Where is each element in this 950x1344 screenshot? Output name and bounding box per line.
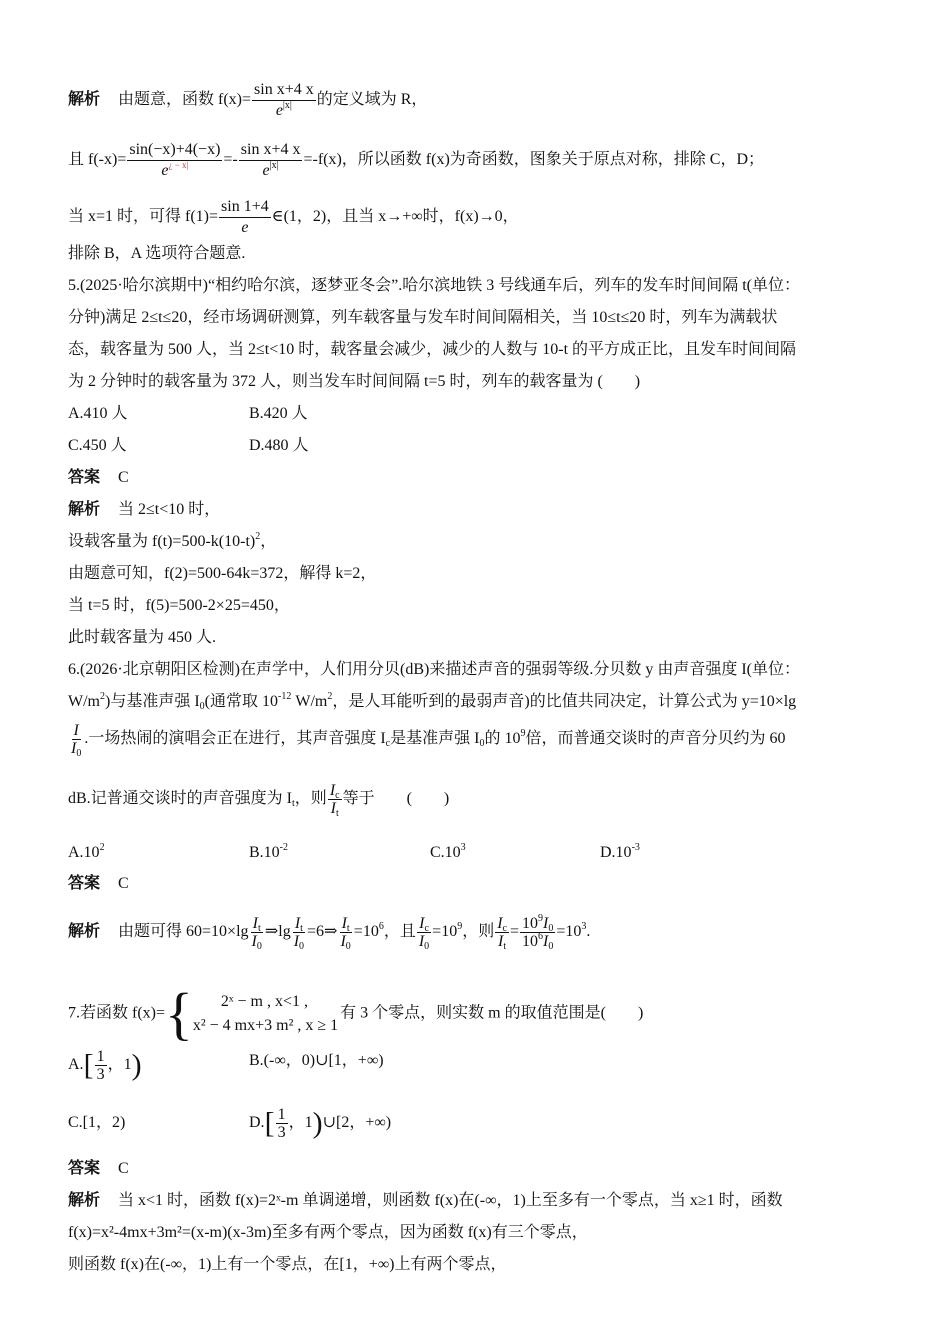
solution-line-3 xyxy=(68,197,519,238)
numerator: sin(−x)+4(−x) xyxy=(127,140,222,161)
q6-answer xyxy=(68,873,129,895)
denominator: $e^{|x|}$ xyxy=(275,100,292,119)
q6-stem-1: 6.(2026·北京朝阳区检测)在声学中，人们用分贝(dB)来描述声音的强弱等级.分贝数 y 由声音强度 I(单位： xyxy=(68,661,800,678)
denominator: $e^{¿ - x|}$ xyxy=(161,160,189,179)
solution-tag: 解析 xyxy=(68,91,101,109)
q5-option-d[interactable]: D.480 人 xyxy=(249,437,309,454)
q6-stem-3: $\frac{I}{I_0}$ .一场热闹的演唱会正在进行，其声音强度 $I_c$是基准声强 $I_0$的 $10^9$倍，而普通交谈时的声音分贝约为 60 xyxy=(71,722,786,759)
numerator: sin x+4 x xyxy=(239,140,303,161)
denominator: e xyxy=(241,219,249,236)
q7-option-d[interactable]: D.[ $\frac{1}{3}$ ，1)∪[2，+∞) xyxy=(249,1106,392,1141)
q7-solution-2: f(x)=x²-4mx+3m²=(x-m)(x-3m)至多有两个零点，因为函数 f(x)有三个零点， xyxy=(68,1224,588,1241)
fraction: $\frac{I}{I_0}$ xyxy=(71,722,82,759)
text: 设载客量为 f(t)=500-k(10-t) xyxy=(68,533,256,550)
q5-option-b[interactable]: B.420 人 xyxy=(249,405,308,422)
text: 且 f(-x)= xyxy=(68,151,127,169)
solution-tag: 解析 xyxy=(68,501,101,518)
q5-stem-2: 分钟)满足 2≤t≤20，经市场调研测算，列车载客量与发车时间间隔相关，当 10≤t≤20 时，列车为满载状 xyxy=(68,309,778,326)
fraction xyxy=(239,140,303,181)
answer-tag: 答案 xyxy=(68,1160,101,1177)
answer-tag: 答案 xyxy=(68,875,101,892)
q6-option-a[interactable]: $A.10^2$ xyxy=(68,842,105,861)
q5-answer xyxy=(68,467,129,489)
q6-option-b[interactable]: $B.10^{-2}$ xyxy=(249,842,289,861)
fraction xyxy=(127,140,222,181)
numerator: sin 1+4 xyxy=(219,197,271,218)
numerator: sin x+4 x xyxy=(252,80,316,101)
q7-stem: 7.若函数 f(x)={ 2ˣ − m , x<1 , x² − 4 mx+3 m² , x ≥ 1 有 3 个零点，则实数 m 的取值范围是( ) xyxy=(68,981,644,1046)
q6-stem-4: dB.记普通交谈时的声音强度为 $I_t$，则 $\frac{I_c}{I_t}$ 等于 ( ) xyxy=(68,782,450,819)
text: 当 2≤t<10 时， xyxy=(118,501,221,518)
q7-solution-1: 解析 当 x<1 时，函数 f(x)=2ˣ-m 单调递增，则函数 f(x)在(-∞，1)上至多有一个零点，当 x≥1 时，函数 xyxy=(68,1192,783,1209)
q6-option-c[interactable]: $C.10^3$ xyxy=(430,842,466,861)
text: =- xyxy=(223,151,238,169)
q5-option-c[interactable]: C.450 人 xyxy=(68,437,127,454)
q7-option-a[interactable]: A.[ $\frac{1}{3}$ ，1) xyxy=(68,1048,142,1083)
q7-option-b[interactable]: B.(-∞，0)∪[1，+∞) xyxy=(249,1052,384,1069)
solution-line-1 xyxy=(68,80,427,121)
answer-value: C xyxy=(118,875,129,892)
q6-stem-2: $W/m^2$)与基准声强 $I_0$(通常取 $10^{-12}$ $W/m^2$，是人耳能听到的最弱声音)的比值共同决定，计算公式为 y=10×lg xyxy=(68,691,797,712)
solution-tag: 解析 xyxy=(68,1192,101,1209)
fraction xyxy=(252,80,316,121)
text: 由题意，函数 f(x)= xyxy=(118,91,252,109)
q5-stem-1: 5.(2025·哈尔滨期中)“相约哈尔滨，逐梦亚冬会”.哈尔滨地铁 3 号线通车后，列车的发车时间间隔 t(单位： xyxy=(68,277,800,294)
q5-stem-3: 态，载客量为 500 人，当 2≤t<10 时，载客量会减少，减少的人数与 10-t 的平方成正比，且发车时间间隔 xyxy=(68,341,797,358)
fraction xyxy=(219,197,271,238)
q5-solution-5: 此时载客量为 450 人. xyxy=(68,629,217,646)
q5-solution-4: 当 t=5 时，f(5)=500-2×25=450， xyxy=(68,597,290,614)
text: 当 x=1 时，可得 f(1)= xyxy=(68,208,219,226)
q5-option-a[interactable]: A.410 人 xyxy=(68,405,128,422)
q5-solution-1 xyxy=(68,499,220,521)
answer-value: C xyxy=(118,469,129,486)
q6-option-d[interactable]: $D.10^{-3}$ xyxy=(600,842,640,861)
q7-option-c[interactable]: C.[1，2) xyxy=(68,1114,126,1131)
q5-stem-4: 为 2 分钟时的载客量为 372 人，则当发车时间间隔 t=5 时，列车的载客量为 ( ) xyxy=(68,373,641,390)
text: 的定义域为 R， xyxy=(316,91,428,109)
answer-value: C xyxy=(118,1160,129,1177)
q5-solution-2: 设载客量为 $f(t)=500-k(10-t)^2$， xyxy=(68,531,277,550)
solution-line-2 xyxy=(68,140,764,181)
q5-solution-3: 由题意可知，f(2)=500-64k=372，解得 k=2， xyxy=(68,565,377,582)
solution-tag: 解析 xyxy=(68,923,101,941)
fraction: $\frac{I_c}{I_t}$ xyxy=(329,782,340,819)
solution-line-4: 排除 B，A 选项符合题意. xyxy=(68,245,246,262)
answer-tag: 答案 xyxy=(68,469,101,486)
q7-answer xyxy=(68,1158,129,1180)
text: ∈(1，2)，且当 x→+∞时，f(x)→0， xyxy=(271,208,519,226)
text: =-f(x)，所以函数 f(x)为奇函数，图象关于原点对称，排除 C，D； xyxy=(303,151,765,169)
q6-solution: 解析 由题可得 60=10×lg $\frac{I_t}{I_0}$ ⇒lg $\frac{I_t}{I_0}$ =6⇒ $\frac{I_t}{I_0}$ $=10^6$，且 $\frac{I_c}{I_0}$ $=10^9$，则 $\frac{I_c}{I_t}$ = $\frac{10^9I_0}{10^6I_0}$ $=10^3$. xyxy=(68,913,591,952)
denominator: $e^{|x|}$ xyxy=(262,160,279,179)
q7-solution-3: 则函数 f(x)在(-∞，1)上有一个零点，在[1，+∞)上有两个零点， xyxy=(68,1256,507,1273)
